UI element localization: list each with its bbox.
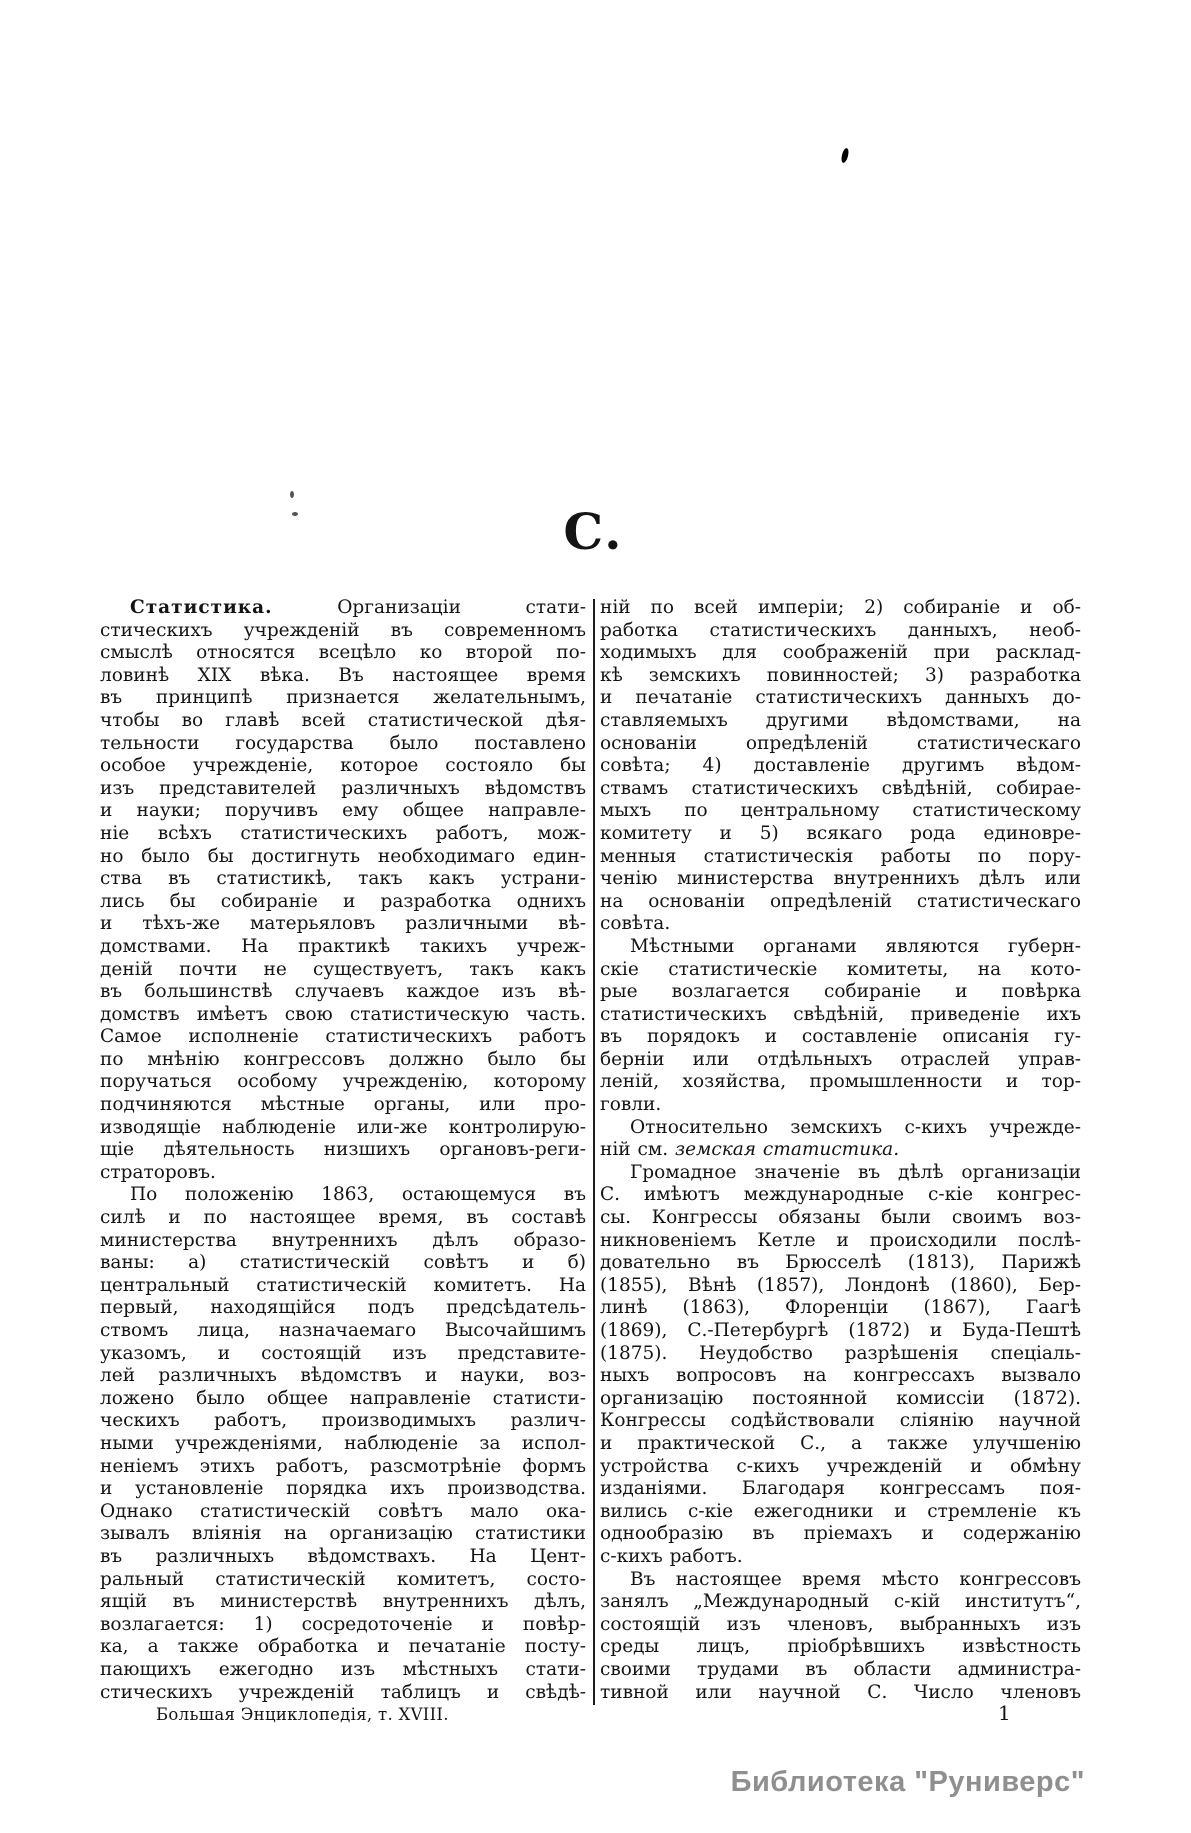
text-line: занялъ „Международный с-кій институтъ“, (600, 1591, 1081, 1613)
text-line: однообразію въ пріемахъ и содержанію (600, 1523, 1081, 1545)
text-line: Однако статистическій совѣтъ мало ока- (100, 1500, 586, 1522)
text-line: и науки; поручивъ ему общее направле- (100, 800, 586, 822)
text-line: ній см. земская статистика. (600, 1139, 900, 1161)
text-line: чтобы во главѣ всей статистической дѣя- (100, 709, 586, 731)
text-line: кѣ земскихъ повинностей; 3) разработка (600, 664, 1081, 686)
text-line: особое учрежденіе, которое состояло бы (100, 755, 586, 777)
text-line: Конгрессы содѣйствовали сліянію научной (600, 1410, 1081, 1432)
text-line: стическихъ учрежденій таблицъ и свѣдѣ- (100, 1681, 586, 1703)
text-line: и практической С., а также улучшенію (600, 1432, 1081, 1454)
text-line: совѣта. (600, 913, 671, 935)
text-line: указомъ, и состоящій изъ представите- (100, 1342, 586, 1364)
text-line: ными учрежденіями, наблюденіе за испол- (100, 1432, 586, 1454)
text-line: первый, находящійся подъ предсѣдатель- (100, 1297, 586, 1319)
text-line: рые возлагается собираніе и повѣрка (600, 981, 1081, 1003)
text-line: линѣ (1863), Флоренціи (1867), Гаагѣ (600, 1297, 1081, 1319)
volume-imprint: Большая Энциклопедія, т. XVIII. (156, 1705, 449, 1724)
text-line: Относительно земскихъ с-кихъ учрежде- (630, 1116, 1081, 1138)
text-line: состоящій изъ членовъ, выбранныхъ изъ (600, 1613, 1081, 1635)
text-line: устройства с-кихъ учрежденій и обмѣну (600, 1455, 1081, 1477)
text-line: въ порядокъ и составленіе описанія гу- (600, 1026, 1081, 1048)
cross-reference: земская статистика. (674, 1139, 900, 1161)
text-line: статистическихъ свѣдѣній, приведеніе ихъ (600, 1003, 1081, 1025)
text-line: совѣта; 4) доставленіе другимъ вѣдом- (600, 755, 1081, 777)
text-line: сы. Конгрессы обязаны были своимъ воз- (600, 1207, 1081, 1229)
text-line: с-кихъ работъ. (600, 1545, 743, 1567)
section-letter-heading: С. (563, 502, 623, 561)
text-line: говли. (600, 1094, 662, 1116)
text-line: комитету и 5) всякаго рода единовре- (600, 822, 1081, 844)
text-line: тельности государства было поставлено (100, 732, 586, 754)
text-line: ченію министерства внутреннихъ дѣлъ или (600, 868, 1081, 890)
text-line: Въ настоящее время мѣсто конгрессовъ (630, 1568, 1081, 1590)
text-line: лись бы собираніе и разработка однихъ (100, 890, 586, 912)
text-line: ходимыхъ для соображеній при расклад- (600, 642, 1081, 664)
text-line: менныя статистическія работы по пору- (600, 845, 1081, 867)
text-line: изданіями. Благодаря конгрессамъ поя- (600, 1478, 1081, 1500)
text-line: поручаться особому учрежденію, которому (100, 1071, 586, 1093)
text-line: ящій въ министерствѣ внутреннихъ дѣлъ, (100, 1591, 586, 1613)
text-line: и тѣхъ-же матерьяловъ различными вѣ- (100, 913, 586, 935)
text-line: Мѣстными органами являются губерн- (630, 935, 1081, 957)
text-line: изводящіе наблюденіе или-же контролирую- (100, 1116, 586, 1138)
text-line: основаніи опредѣленій статистическаго (600, 732, 1081, 754)
right-text-column (600, 597, 1081, 1704)
text-line: въ различныхъ вѣдомствахъ. На Цент- (100, 1545, 586, 1567)
text-line: ваны: а) статистическій совѣтъ и б) (100, 1252, 586, 1274)
text-line: мыхъ по центральному статистическому (600, 800, 1081, 822)
text-line: министерства внутреннихъ дѣлъ образо- (100, 1229, 586, 1251)
text-line: Громадное значеніе въ дѣлѣ организаціи (630, 1161, 1081, 1183)
text-line: никновеніемъ Кетле и происходили послѣ- (600, 1229, 1081, 1251)
text-line: (1869), С.-Петербургѣ (1872) и Буда-Пештѣ (600, 1320, 1081, 1341)
text-line: неніемъ этихъ работъ, разсмотрѣніе формъ (100, 1455, 586, 1477)
text-line: довательно въ Брюсселѣ (1813), Парижѣ (600, 1252, 1081, 1274)
text-line: пающихъ ежегодно изъ мѣстныхъ стати- (100, 1658, 586, 1680)
text-line: и печатаніе статистическихъ данныхъ до- (600, 687, 1081, 709)
text-line: деній почти не существуетъ, такъ какъ (100, 958, 586, 980)
text-line: скіе статистическіе комитеты, на кото- (600, 958, 1081, 980)
text-line: возлагается: 1) сосредоточеніе и повѣр- (100, 1613, 586, 1635)
text-line: въ большинствѣ случаевъ каждое изъ вѣ- (100, 981, 586, 1003)
text-line: домствами. На практикѣ такихъ учреж- (100, 935, 586, 957)
scan-artifact-mark (840, 147, 849, 163)
text-line: ческихъ работъ, производимыхъ различ- (100, 1410, 586, 1432)
left-text-column (100, 597, 586, 1704)
text-line: въ принципѣ признается желательнымъ, (100, 687, 586, 709)
text-line: С. имѣютъ международные с-кіе конгрес- (600, 1184, 1081, 1206)
scan-speck (290, 491, 294, 498)
text-line: Статистика. Организаціи стати- (130, 597, 586, 618)
text-line: ложено было общее направленіе статисти- (100, 1387, 586, 1409)
text-line: страторовъ. (100, 1161, 216, 1183)
text-line: на основаніи опредѣленій статистическаго (600, 890, 1081, 912)
text-line: смыслѣ относятся всецѣло ко второй по- (100, 642, 586, 664)
text-line: Самое исполненіе статистическихъ работъ (100, 1026, 586, 1048)
text-line: берніи или отдѣльныхъ отраслей управ- (600, 1048, 1081, 1070)
text-line: но было бы достигнуть необходимаго един- (100, 845, 586, 867)
text-line: по мнѣнію конгрессовъ должно было бы (100, 1048, 586, 1070)
text-line: силѣ и по настоящее время, въ составѣ (100, 1207, 586, 1229)
text-line: ка, а также обработка и печатаніе посту- (100, 1636, 586, 1658)
text-line: ставляемыхъ другими вѣдомствами, на (600, 709, 1081, 731)
text-line: По положенію 1863, остающемуся въ (130, 1184, 586, 1206)
text-line: среды лицъ, пріобрѣвшихъ извѣстность (600, 1636, 1081, 1658)
text-line: домствъ имѣетъ свою статистическую часть. (100, 1003, 586, 1025)
text-line: зывалъ вліянія на организацію статистики (100, 1523, 586, 1545)
text-line: ловинѣ XIX вѣка. Въ настоящее время (100, 664, 586, 686)
text-line: ральный статистическій комитетъ, состо- (100, 1568, 586, 1590)
text-line: ствомъ лица, назначаемаго Высочайшимъ (100, 1320, 586, 1341)
page-number: 1 (998, 1701, 1011, 1725)
text-line: вились с-кіе ежегодники и стремленіе къ (600, 1500, 1081, 1522)
text-line: стическихъ учрежденій въ современномъ (100, 619, 586, 641)
text-line: тивной или научной С. Число членовъ (600, 1681, 1081, 1703)
library-watermark: Библиотека "Руниверс" (730, 1766, 1085, 1798)
text-line: леній, хозяйства, промышленности и тор- (600, 1071, 1081, 1093)
text-line: изъ представителей различныхъ вѣдомствъ (100, 777, 586, 799)
text-line: щіе дѣятельность низшихъ органовъ-реги- (100, 1139, 586, 1161)
text-line: и установленіе порядка ихъ производства. (100, 1478, 586, 1500)
column-divider-rule (593, 599, 595, 1705)
text-line: (1855), Вѣнѣ (1857), Лондонѣ (1860), Бер- (600, 1274, 1081, 1296)
text-line: работка статистическихъ данныхъ, необ- (600, 619, 1081, 641)
text-line: ства въ статистикѣ, такъ какъ устрани- (100, 868, 586, 890)
text-line: ніе всѣхъ статистическихъ работъ, мож- (100, 822, 586, 844)
text-line: центральный статистическій комитетъ. На (100, 1274, 586, 1296)
text-line: ствамъ статистическихъ свѣдѣній, собирае- (600, 777, 1081, 799)
text-line: подчиняются мѣстные органы, или про- (100, 1094, 586, 1116)
text-line: организацію постоянной комиссіи (1872). (600, 1387, 1081, 1409)
text-line: (1875). Неудобство разрѣшенія спеціаль- (600, 1342, 1081, 1364)
text-line: лей различныхъ вѣдомствъ и науки, воз- (100, 1365, 586, 1387)
text-line: своими трудами въ области администра- (600, 1658, 1081, 1680)
text-line: ній по всей имперіи; 2) собираніе и об- (600, 597, 1081, 618)
entry-headword: Статистика. (130, 597, 273, 618)
text-line: ныхъ вопросовъ на конгрессахъ вызвало (600, 1365, 1081, 1387)
